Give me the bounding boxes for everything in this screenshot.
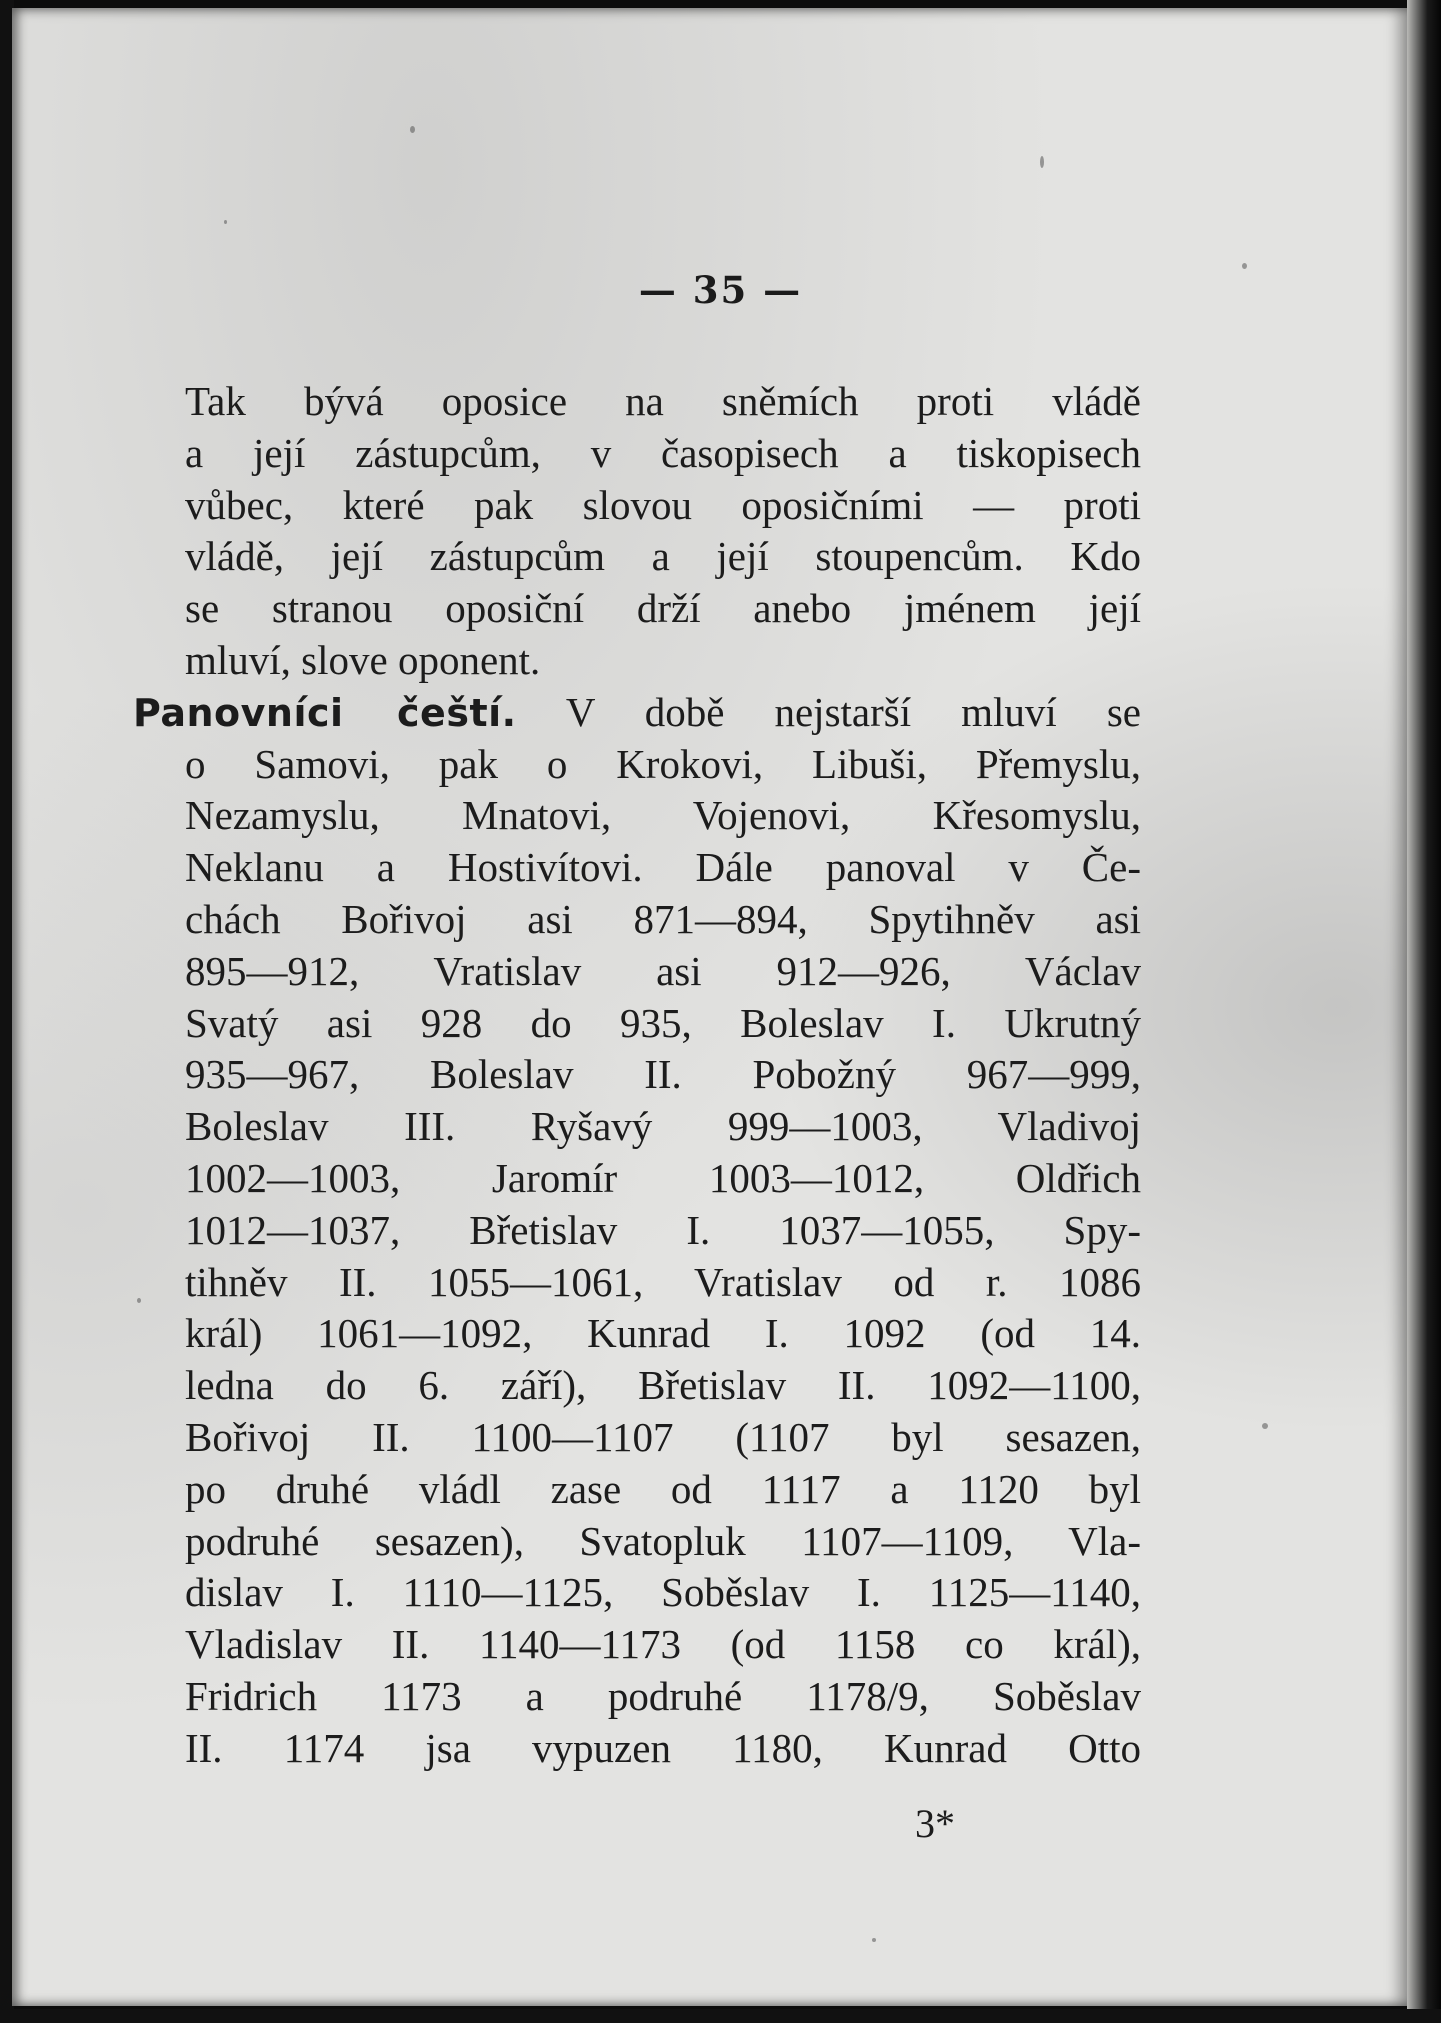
text-line: 1012—1037, Břetislav I. 1037—1055, Spy- <box>185 1206 1141 1253</box>
text-line: Svatý asi 928 do 935, Boleslav I. Ukrutný <box>185 999 1141 1046</box>
text-line: vůbec, které pak slovou oposičními — proti <box>185 481 1141 528</box>
text-line: tihněv II. 1055—1061, Vratislav od r. 1086 <box>185 1258 1141 1305</box>
text-line: podruhé sesazen), Svatopluk 1107—1109, Vla- <box>185 1517 1141 1564</box>
text-line: 935—967, Boleslav II. Pobožný 967—999, <box>185 1051 1141 1098</box>
text-line: Neklanu a Hostivítovi. Dále panoval v Če- <box>185 844 1141 891</box>
text-line: vládě, její zástupcům a její stoupencům. Kdo <box>185 533 1141 580</box>
text-line: král) 1061—1092, Kunrad I. 1092 (od 14. <box>185 1310 1141 1357</box>
paper-speck <box>137 1298 141 1303</box>
text-line: Boleslav III. Ryšavý 999—1003, Vladivoj <box>185 1103 1141 1150</box>
text-line: dislav I. 1110—1125, Soběslav I. 1125—1140, <box>185 1569 1141 1616</box>
paper-speck <box>1262 1423 1268 1429</box>
text-line: 1002—1003, Jaromír 1003—1012, Oldřich <box>185 1154 1141 1201</box>
scan-bottom-border <box>0 2009 1441 2023</box>
paper-speck <box>1040 156 1044 168</box>
text-line: Tak bývá oposice na sněmích proti vládě <box>185 378 1141 424</box>
paper-speck <box>410 126 415 133</box>
text-run: V době nejstarší mluví se <box>565 688 1141 735</box>
text-line: mluví, slove oponent. <box>185 636 541 683</box>
text-line: a její zástupcům, v časopisech a tiskopisech <box>185 429 1141 476</box>
text-line: chách Bořivoj asi 871—894, Spytihněv asi <box>185 895 1141 942</box>
text-line: Bořivoj II. 1100—1107 (1107 byl sesazen, <box>185 1413 1141 1460</box>
page-body-text <box>133 376 1141 1775</box>
paper-speck <box>224 220 227 224</box>
text-line: se stranou oposiční drží anebo jménem její <box>185 585 1141 632</box>
page-number: — 35 — <box>638 268 803 312</box>
section-heading-line <box>133 687 1141 739</box>
signature-mark: 3* <box>915 1801 955 1846</box>
text-line: o Samovi, pak o Krokovi, Libuši, Přemyslu, <box>185 740 1141 787</box>
text-line: 895—912, Vratislav asi 912—926, Václav <box>185 947 1141 994</box>
text-line: Fridrich 1173 a podruhé 1178/9, Soběslav <box>185 1672 1141 1719</box>
text-line: po druhé vládl zase od 1117 a 1120 byl <box>185 1465 1141 1512</box>
paper-speck <box>872 1938 876 1942</box>
text-line: Nezamyslu, Mnatovi, Vojenovi, Křesomyslu, <box>185 792 1141 839</box>
text-line: II. 1174 jsa vypuzen 1180, Kunrad Otto <box>185 1724 1141 1771</box>
text-line: ledna do 6. září), Břetislav II. 1092—1100, <box>185 1362 1141 1409</box>
text-line: Vladislav II. 1140—1173 (od 1158 co král), <box>185 1621 1141 1668</box>
section-heading: Panovníci čeští. <box>133 690 517 735</box>
